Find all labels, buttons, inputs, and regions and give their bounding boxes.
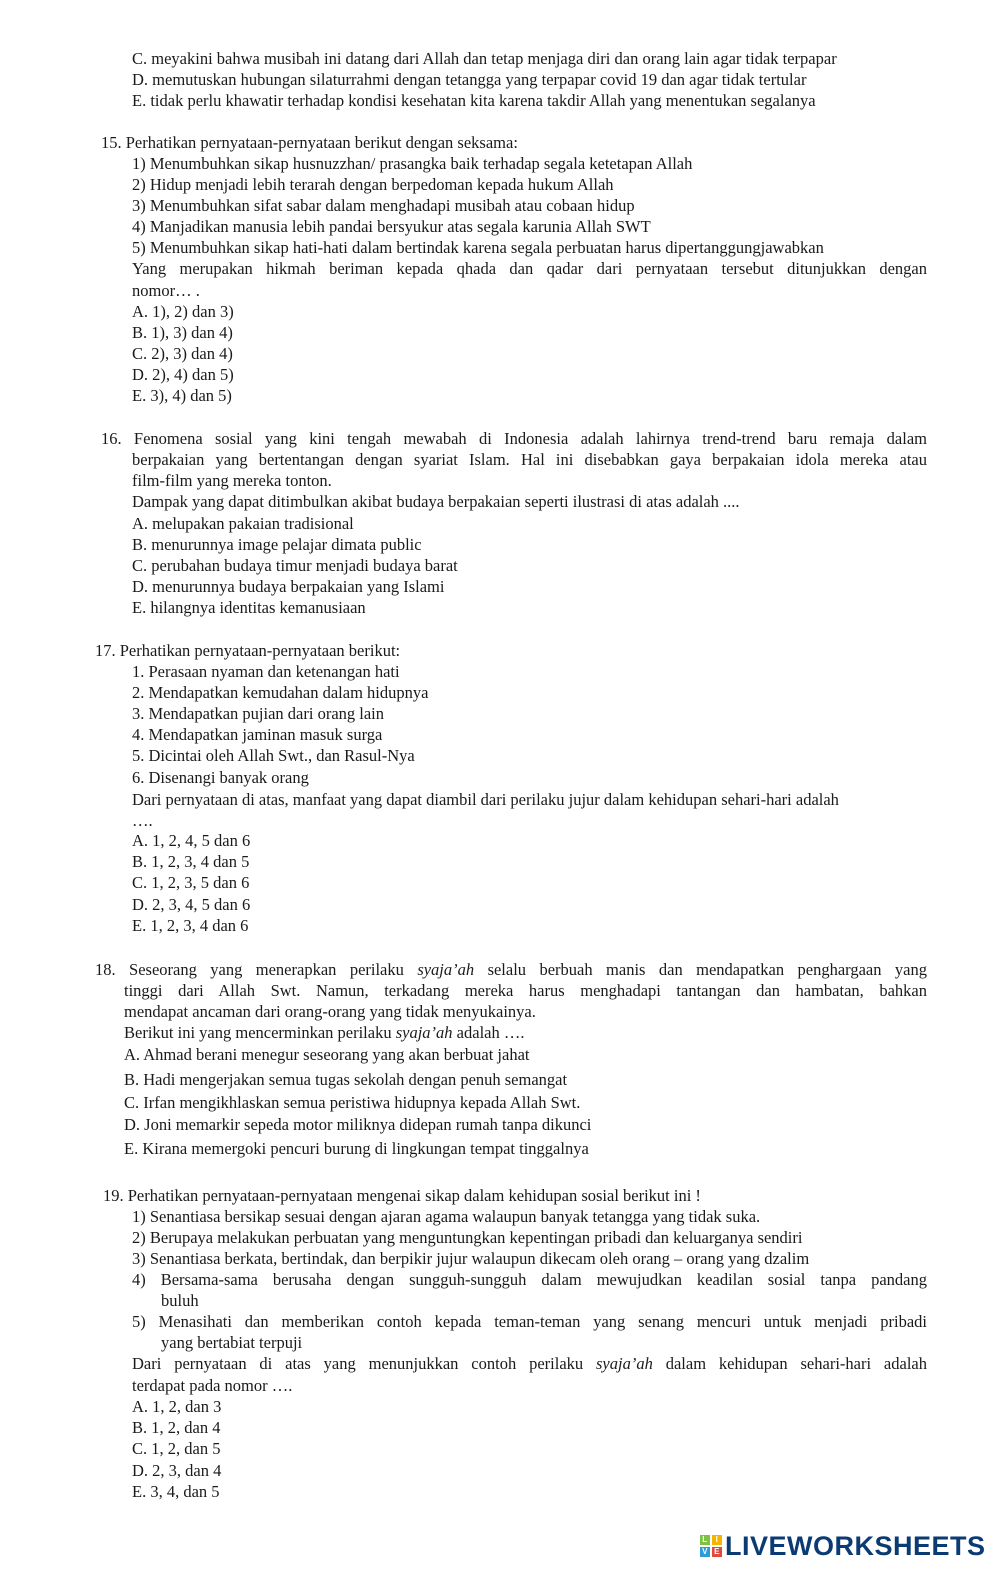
q18-question-text: Berikut ini yang mencerminkan perilaku: [124, 1023, 396, 1042]
logo-letter: L: [700, 1535, 710, 1545]
q17-option-a[interactable]: A. 1, 2, 4, 5 dan 6: [132, 831, 251, 850]
q19-item: 5) Menasihati dan memberikan contoh kepada teman-teman yang senang mencuri untuk menjadi pribadi: [132, 1312, 927, 1331]
q19-question-text: Dari pernyataan di atas yang menunjukkan contoh perilaku: [132, 1354, 597, 1373]
q19-item-cont: buluh: [161, 1291, 199, 1310]
q17-stem: 17. Perhatikan pernyataan-pernyataan berikut:: [95, 641, 401, 660]
q18-stem: [95, 959, 927, 980]
liveworksheets-logo[interactable]: [700, 1531, 986, 1561]
q17-option-e[interactable]: E. 1, 2, 3, 4 dan 6: [132, 916, 249, 935]
q16-option-b[interactable]: B. menurunnya image pelajar dimata public: [132, 535, 422, 554]
q17-item: 2. Mendapatkan kemudahan dalam hidupnya: [132, 683, 429, 702]
q18-question-term: syaja’ah: [395, 1023, 453, 1042]
q18-stem-cont: tinggi dari Allah Swt. Namun, terkadang mereka harus menghadapi tantangan dan hambatan, bahkan: [124, 981, 927, 1000]
q19-item: 4) Bersama-sama berusaha dengan sungguh-sungguh dalam mewujudkan keadilan sosial tanpa pandang: [132, 1270, 927, 1289]
q18-option-b[interactable]: B. Hadi mengerjakan semua tugas sekolah dengan penuh semangat: [124, 1070, 568, 1089]
q19-question-text: dalam kehidupan sehari-hari adalah: [652, 1354, 927, 1373]
q15-item: 1) Menumbuhkan sikap husnuzzhan/ prasangka baik terhadap segala ketetapan Allah: [132, 154, 693, 173]
q15-option-b[interactable]: B. 1), 3) dan 4): [132, 323, 233, 342]
q17-option-d[interactable]: D. 2, 3, 4, 5 dan 6: [132, 895, 251, 914]
q16-question: Dampak yang dapat ditimbulkan akibat budaya berpakaian seperti ilustrasi di atas adalah ....: [132, 492, 740, 511]
q18-stem-text: 18. Seseorang yang menerapkan perilaku: [95, 960, 418, 979]
q16-option-a[interactable]: A. melupakan pakaian tradisional: [132, 514, 354, 533]
liveworksheets-grid-icon: [700, 1535, 722, 1557]
q16-stem-cont: berpakaian yang bertentangan dengan syariat Islam. Hal ini disebabkan gaya berpakaian idola mereka atau: [132, 450, 927, 469]
q15-item: 3) Menumbuhkan sifat sabar dalam menghadapi musibah atau cobaan hidup: [132, 196, 635, 215]
q16-option-e[interactable]: E. hilangnya identitas kemanusiaan: [132, 598, 366, 617]
q17-option-b[interactable]: B. 1, 2, 3, 4 dan 5: [132, 852, 250, 871]
q17-item: 4. Mendapatkan jaminan masuk surga: [132, 725, 383, 744]
q18-stem-term: syaja’ah: [417, 960, 475, 979]
q15-option-d[interactable]: D. 2), 4) dan 5): [132, 365, 234, 384]
q15-question: Yang merupakan hikmah beriman kepada qhada dan qadar dari pernyataan tersebut ditunjukkan dengan: [132, 259, 927, 278]
q15-stem: 15. Perhatikan pernyataan-pernyataan berikut dengan seksama:: [101, 133, 518, 152]
q17-question: Dari pernyataan di atas, manfaat yang dapat diambil dari perilaku jujur dalam kehidupan sehari-hari adalah: [132, 790, 839, 809]
q16-stem: 16. Fenomena sosial yang kini tengah mewabah di Indonesia adalah lahirnya trend-trend baru remaja dalam: [101, 429, 927, 448]
q19-item: 3) Senantiasa berkata, bertindak, dan berpikir jujur walaupun dikecam oleh orang – orang yang dzalim: [132, 1249, 810, 1268]
q17-option-c[interactable]: C. 1, 2, 3, 5 dan 6: [132, 873, 250, 892]
q18-stem-cont: mendapat ancaman dari orang-orang yang tidak menyukainya.: [124, 1002, 536, 1021]
q14-option-c[interactable]: C. meyakini bahwa musibah ini datang dari Allah dan tetap menjaga diri dan orang lain agar tidak terpapar: [132, 49, 837, 68]
logo-letter: I: [712, 1535, 722, 1545]
q18-option-c[interactable]: C. Irfan mengikhlaskan semua peristiwa hidupnya kepada Allah Swt.: [124, 1093, 581, 1112]
q18-option-a[interactable]: A. Ahmad berani menegur seseorang yang akan berbuat jahat: [124, 1045, 530, 1064]
brand-wordmark: LIVEWORKSHEETS: [725, 1530, 986, 1561]
q18-option-e[interactable]: E. Kirana memergoki pencuri burung di lingkungan tempat tinggalnya: [124, 1139, 589, 1158]
logo-letter: E: [712, 1547, 722, 1557]
q17-item: 5. Dicintai oleh Allah Swt., dan Rasul-Nya: [132, 746, 415, 765]
q14-option-d[interactable]: D. memutuskan hubungan silaturrahmi dengan tetangga yang terpapar covid 19 dan agar tidak tertular: [132, 70, 807, 89]
q19-item: 1) Senantiasa bersikap sesuai dengan ajaran agama walaupun banyak tetangga yang tidak suka.: [132, 1207, 761, 1226]
q19-option-a[interactable]: A. 1, 2, dan 3: [132, 1397, 222, 1416]
q19-item-cont: yang bertabiat terpuji: [161, 1333, 303, 1352]
q17-item: 1. Perasaan nyaman dan ketenangan hati: [132, 662, 400, 681]
q18-stem-text: selalu berbuah manis dan mendapatkan penghargaan yang: [474, 960, 927, 979]
q17-item: 3. Mendapatkan pujian dari orang lain: [132, 704, 385, 723]
q15-item: 4) Manjadikan manusia lebih pandai bersyukur atas segala karunia Allah SWT: [132, 217, 651, 236]
q19-question: [132, 1353, 927, 1374]
q16-option-d[interactable]: D. menurunnya budaya berpakaian yang Islami: [132, 577, 445, 596]
q19-question-term: syaja’ah: [596, 1354, 653, 1373]
q19-question-cont: terdapat pada nomor ….: [132, 1376, 293, 1395]
q14-option-e[interactable]: E. tidak perlu khawatir terhadap kondisi kesehatan kita karena takdir Allah yang menentukan segalanya: [132, 91, 816, 110]
q19-item: 2) Berupaya melakukan perbuatan yang menguntungkan kepentingan pribadi dan keluarganya sendiri: [132, 1228, 803, 1247]
q16-option-c[interactable]: C. perubahan budaya timur menjadi budaya barat: [132, 556, 458, 575]
q18-question-text: adalah ….: [452, 1023, 525, 1042]
q19-stem: 19. Perhatikan pernyataan-pernyataan mengenai sikap dalam kehidupan sosial berikut ini !: [103, 1186, 701, 1205]
logo-letter: V: [700, 1547, 710, 1557]
q19-option-e[interactable]: E. 3, 4, dan 5: [132, 1482, 220, 1501]
q15-item: 5) Menumbuhkan sikap hati-hati dalam bertindak karena segala perbuatan harus dipertanggungjawabkan: [132, 238, 824, 257]
q19-option-d[interactable]: D. 2, 3, dan 4: [132, 1461, 222, 1480]
q16-stem-cont: film-film yang mereka tonton.: [132, 471, 332, 490]
q15-option-a[interactable]: A. 1), 2) dan 3): [132, 302, 234, 321]
q15-item: 2) Hidup menjadi lebih terarah dengan berpedoman kepada hukum Allah: [132, 175, 614, 194]
q15-question-cont: nomor… .: [132, 281, 200, 300]
q17-question-cont: ….: [132, 811, 153, 830]
q15-option-e[interactable]: E. 3), 4) dan 5): [132, 386, 232, 405]
q19-option-c[interactable]: C. 1, 2, dan 5: [132, 1439, 221, 1458]
q19-option-b[interactable]: B. 1, 2, dan 4: [132, 1418, 221, 1437]
q15-option-c[interactable]: C. 2), 3) dan 4): [132, 344, 233, 363]
q18-question: [124, 1022, 524, 1043]
q18-option-d[interactable]: D. Joni memarkir sepeda motor miliknya didepan rumah tanpa dikunci: [124, 1115, 592, 1134]
q17-item: 6. Disenangi banyak orang: [132, 768, 309, 787]
